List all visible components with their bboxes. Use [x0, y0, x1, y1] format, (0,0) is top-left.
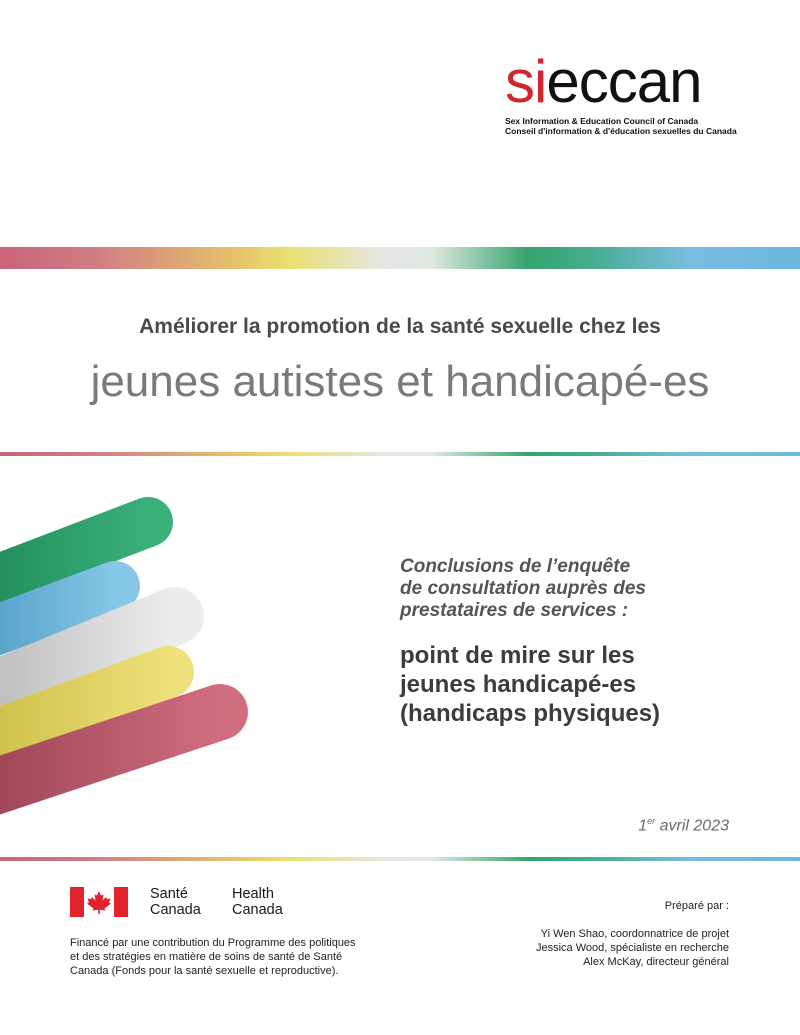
conclusions-focus-line-2: jeunes handicapé-es — [400, 671, 637, 698]
logo-wordmark-rest: eccan — [546, 48, 702, 115]
title-line-2: jeunes autistes et handicapé-es — [90, 357, 710, 406]
sante-canada-line-2: Canada — [150, 902, 201, 918]
gradient-band-bottom — [0, 857, 800, 861]
logo-subtitle-en: Sex Information & Education Council of Canada — [505, 116, 699, 126]
logo-wordmark-red: si — [505, 48, 547, 115]
funding-line-1: Financé par une contribution du Programme des politiques — [70, 937, 356, 949]
conclusions-intro-line-1: Conclusions de l’enquête — [400, 556, 631, 577]
conclusions-intro-line-2: de consultation auprès des — [400, 578, 646, 599]
title-line-1: Améliorer la promotion de la santé sexuelle chez les — [139, 315, 661, 338]
conclusions-focus — [400, 641, 780, 728]
conclusions-focus-line-3: (handicaps physiques) — [400, 700, 661, 727]
logo-wordmark — [505, 48, 745, 115]
logo-subtitle-fr: Conseil d'information & d'éducation sexuelles du Canada — [505, 126, 737, 136]
prepared-by-label: Préparé par : — [664, 900, 729, 912]
date-day: 1 — [638, 817, 648, 835]
health-canada-line-2: Canada — [232, 902, 283, 918]
logo-subtitle — [505, 116, 745, 136]
funding-line-3: Canada (Fonds pour la santé sexuelle et reproductive). — [70, 965, 339, 977]
gradient-band-top — [0, 247, 800, 269]
prepared-by — [536, 899, 729, 969]
conclusions-intro-line-3: prestataires de services : — [400, 600, 629, 621]
sieccan-logo — [505, 48, 745, 136]
decorative-stripes — [0, 490, 260, 830]
author-1: Yi Wen Shao, coordonnatrice de projet — [540, 928, 729, 940]
publication-date — [638, 816, 729, 835]
author-2: Jessica Wood, spécialiste en recherche — [535, 942, 729, 954]
health-canada-label — [232, 886, 283, 918]
conclusions-focus-line-1: point de mire sur les — [400, 642, 635, 669]
author-3: Alex McKay, directeur général — [583, 956, 729, 968]
date-rest: avril 2023 — [655, 817, 729, 835]
gradient-band-middle — [0, 452, 800, 456]
conclusions-intro — [400, 556, 760, 622]
date-ordinal: er — [647, 816, 656, 826]
funding-statement — [70, 936, 410, 978]
canada-flag-icon — [70, 887, 128, 917]
funding-line-2: et des stratégies en matière de soins de santé de Santé — [70, 951, 343, 963]
health-canada-line-1: Health — [232, 886, 274, 902]
sante-canada-label — [150, 886, 201, 918]
sante-canada-line-1: Santé — [150, 886, 188, 902]
